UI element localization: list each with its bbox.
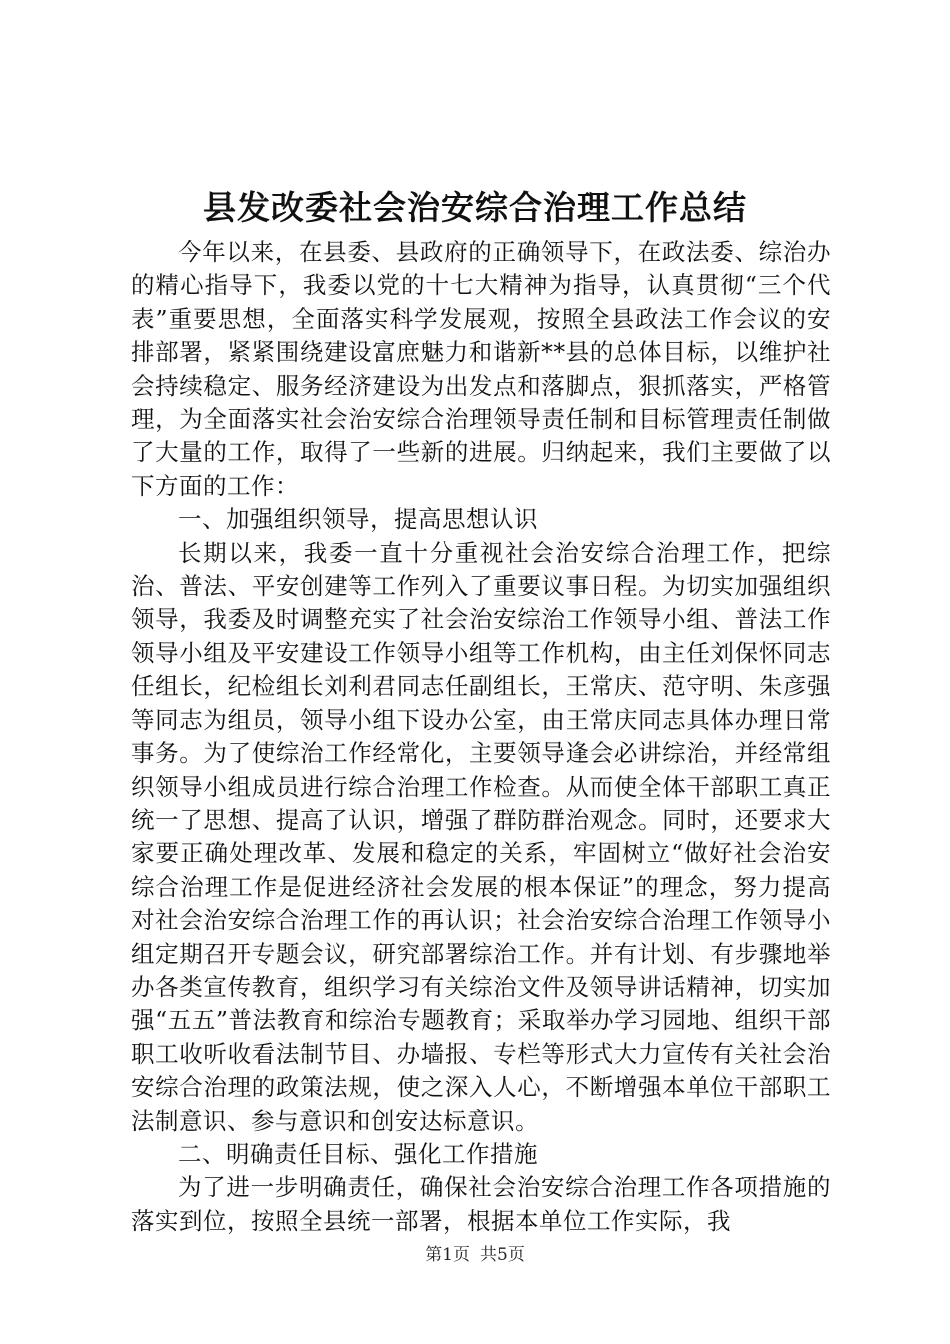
intro-paragraph: 今年以来，在县委、县政府的正确领导下，在政法委、综治办的精心指导下，我委以党的十七大精神为指导，认真贯彻“三个代表”重要思想，全面落实科学发展观，按照全县政法工作会议的安排部署，紧紧围绕建设富庶魅力和谐新**县的总体目标，以维护社会持续稳定、服务经济建设为出发点和落脚点，狠抓落实，严格管理，为全面落实社会治安综合治理领导责任制和目标管理责任制做了大量的工作，取得了一些新的进展。归纳起来，我们主要做了以下方面的工作： (131, 238, 831, 500)
page-footer (0, 1244, 950, 1266)
document-title: 县发改委社会治安综合治理工作总结 (203, 188, 747, 227)
section-heading-2: 二、明确责任目标、强化工作措施 (178, 1139, 538, 1168)
page-number: 第1页 (425, 1245, 470, 1265)
section-2-paragraph: 为了进一步明确责任，确保社会治安综合治理工作各项措施的落实到位，按照全县统一部署，根据本单位工作实际，我 (131, 1173, 831, 1235)
section-heading-1: 一、加强组织领导，提高思想认识 (178, 505, 538, 534)
section-1-paragraph: 长期以来，我委一直十分重视社会治安综合治理工作，把综治、普法、平安创建等工作列入了重要议事日程。为切实加强组织领导，我委及时调整充实了社会治安综治工作领导小组、普法工作领导小组及平安建设工作领导小组等工作机构，由主任刘保怀同志任组长，纪检组长刘利君同志任副组长，王常庆、范守明、朱彦强等同志为组员，领导小组下设办公室，由王常庆同志具体办理日常事务。为了使综治工作经常化，主要领导逢会必讲综治，并经常组织领导小组成员进行综合治理工作检查。从而使全体干部职工真正统一了思想、提高了认识，增强了群防群治观念。同时，还要求大家要正确处理改革、发展和稳定的关系，牢固树立“做好社会治安综合治理工作是促进经济社会发展的根本保证”的理念，努力提高对社会治安综合治理工作的再认识；社会治安综合治理工作领导小组定期召开专题会议，研究部署综治工作。并有计划、有步骤地举办各类宣传教育，组织学习有关综治文件及领导讲话精神，切实加强“五五”普法教育和综治专题教育；采取举办学习园地、组织干部职工收听收看法制节目、办墙报、专栏等形式大力宣传有关社会治安综合治理的政策法规，使之深入人心，不断增强本单位干部职工法制意识、参与意识和创安达标意识。 (131, 538, 831, 1135)
page-count: 共5页 (480, 1245, 525, 1265)
document-body (131, 236, 831, 1238)
